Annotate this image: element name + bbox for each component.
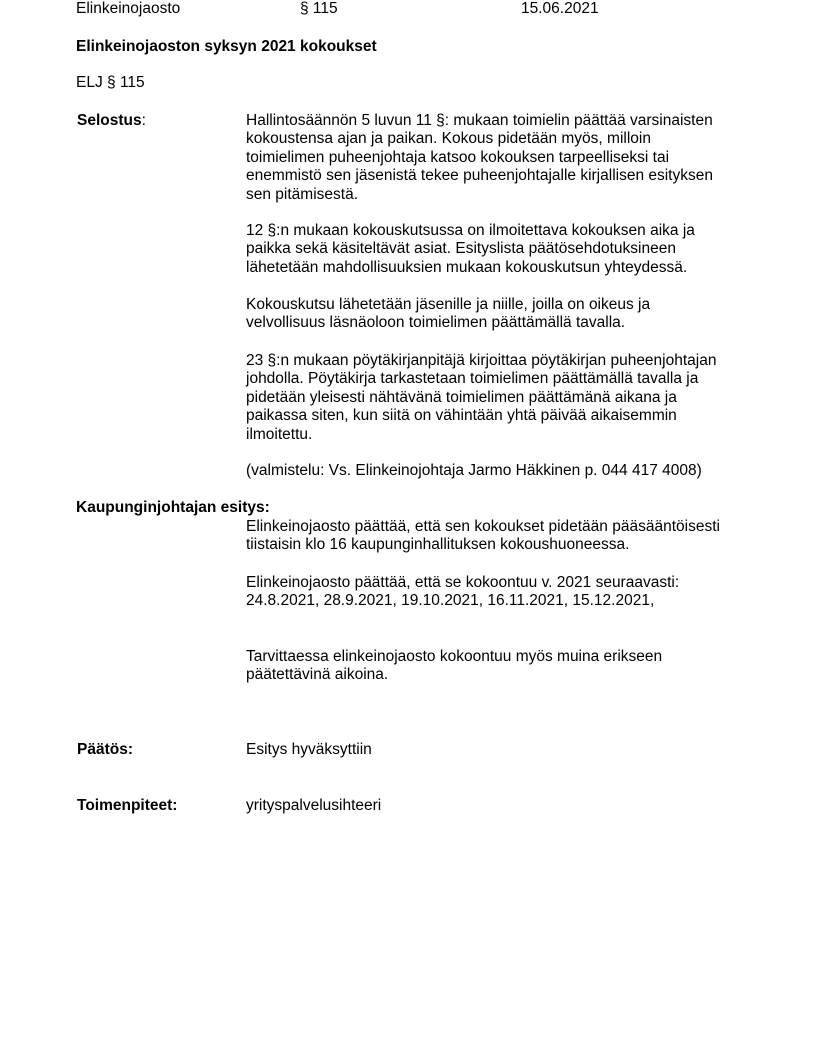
selostus-preparer	[246, 462, 702, 480]
text-line: Hallintosäännön 5 luvun 11 §: mukaan toimielin päättää varsinaisten	[246, 112, 713, 129]
selostus-paragraph-2	[246, 222, 695, 277]
selostus-paragraph-3	[246, 296, 650, 333]
text-line: 23 §:n mukaan pöytäkirjanpitäjä kirjoittaa pöytäkirjan puheenjohtajan	[246, 352, 717, 369]
text-line: Elinkeinojaosto päättää, että sen kokoukset pidetään pääsääntöisesti	[246, 518, 720, 535]
toimenpiteet-value: yrityspalvelusihteeri	[246, 797, 382, 814]
text-line: Elinkeinojaosto päättää, että se kokoontuu v. 2021 seuraavasti:	[246, 574, 680, 591]
text-line: pidetään yleisesti nähtävänä toimielimen päättämänä aikana ja	[246, 388, 677, 406]
text-line: paikka sekä käsiteltävät asiat. Esityslista päätösehdotuksineen	[246, 240, 676, 258]
esitys-paragraph-2	[246, 574, 679, 611]
selostus-label: Selostus	[77, 112, 142, 129]
text-line: päätettävinä aikoina.	[246, 666, 389, 684]
header-committee: Elinkeinojaosto	[76, 0, 181, 17]
text-line: 12 §:n mukaan kokouskutsussa on ilmoitettava kokouksen aika ja	[246, 222, 695, 239]
text-line: lähetetään mahdollisuuksien mukaan kokouskutsun yhteydessä.	[246, 258, 688, 276]
text-line: paikassa siten, kun siitä on vähintään yhtä päivää aikaisemmin	[246, 407, 677, 425]
text-line: ilmoitettu.	[246, 425, 313, 443]
text-line: velvollisuus läsnäoloon toimielimen päättämällä tavalla.	[246, 314, 626, 332]
header-section: § 115	[300, 0, 338, 17]
text-line: toimielimen puheenjohtaja katsoo kokouksen tarpeelliseksi tai	[246, 148, 670, 166]
text-line: tiistaisin klo 16 kaupunginhallituksen kokoushuoneessa.	[246, 536, 630, 554]
paatos-value: Esitys hyväksyttiin	[246, 741, 372, 758]
selostus-paragraph-4	[246, 352, 716, 444]
selostus-heading	[77, 112, 146, 130]
text-line: kokoustensa ajan ja paikan. Kokous pidetään myös, milloin	[246, 130, 651, 148]
header-date: 15.06.2021	[521, 0, 599, 17]
text-line: (valmistelu: Vs. Elinkeinojohtaja Jarmo Häkkinen p. 044 417 4008)	[246, 462, 702, 479]
document-title: Elinkeinojaoston syksyn 2021 kokoukset	[76, 38, 377, 55]
reference: ELJ § 115	[76, 74, 145, 91]
esitys-paragraph-1	[246, 518, 720, 555]
text-line: Kokouskutsu lähetetään jäsenille ja niille, joilla on oikeus ja	[246, 296, 651, 313]
selostus-colon: :	[141, 112, 146, 129]
text-line: enemmistö sen jäsenistä tekee puheenjohtajalle kirjallisen esityksen	[246, 167, 713, 185]
esitys-label: Kaupunginjohtajan esitys:	[76, 499, 270, 516]
text-line: 24.8.2021, 28.9.2021, 19.10.2021, 16.11.2021, 15.12.2021,	[246, 592, 655, 610]
paatos-label: Päätös:	[77, 741, 133, 758]
text-line: sen pitämisestä.	[246, 185, 358, 203]
toimenpiteet-label: Toimenpiteet:	[77, 797, 178, 814]
selostus-paragraph-1	[246, 112, 713, 204]
esitys-paragraph-3	[246, 648, 662, 685]
text-line: Tarvittaessa elinkeinojaosto kokoontuu myös muina erikseen	[246, 648, 663, 665]
text-line: johdolla. Pöytäkirja tarkastetaan toimielimen päättämällä tavalla ja	[246, 370, 699, 388]
